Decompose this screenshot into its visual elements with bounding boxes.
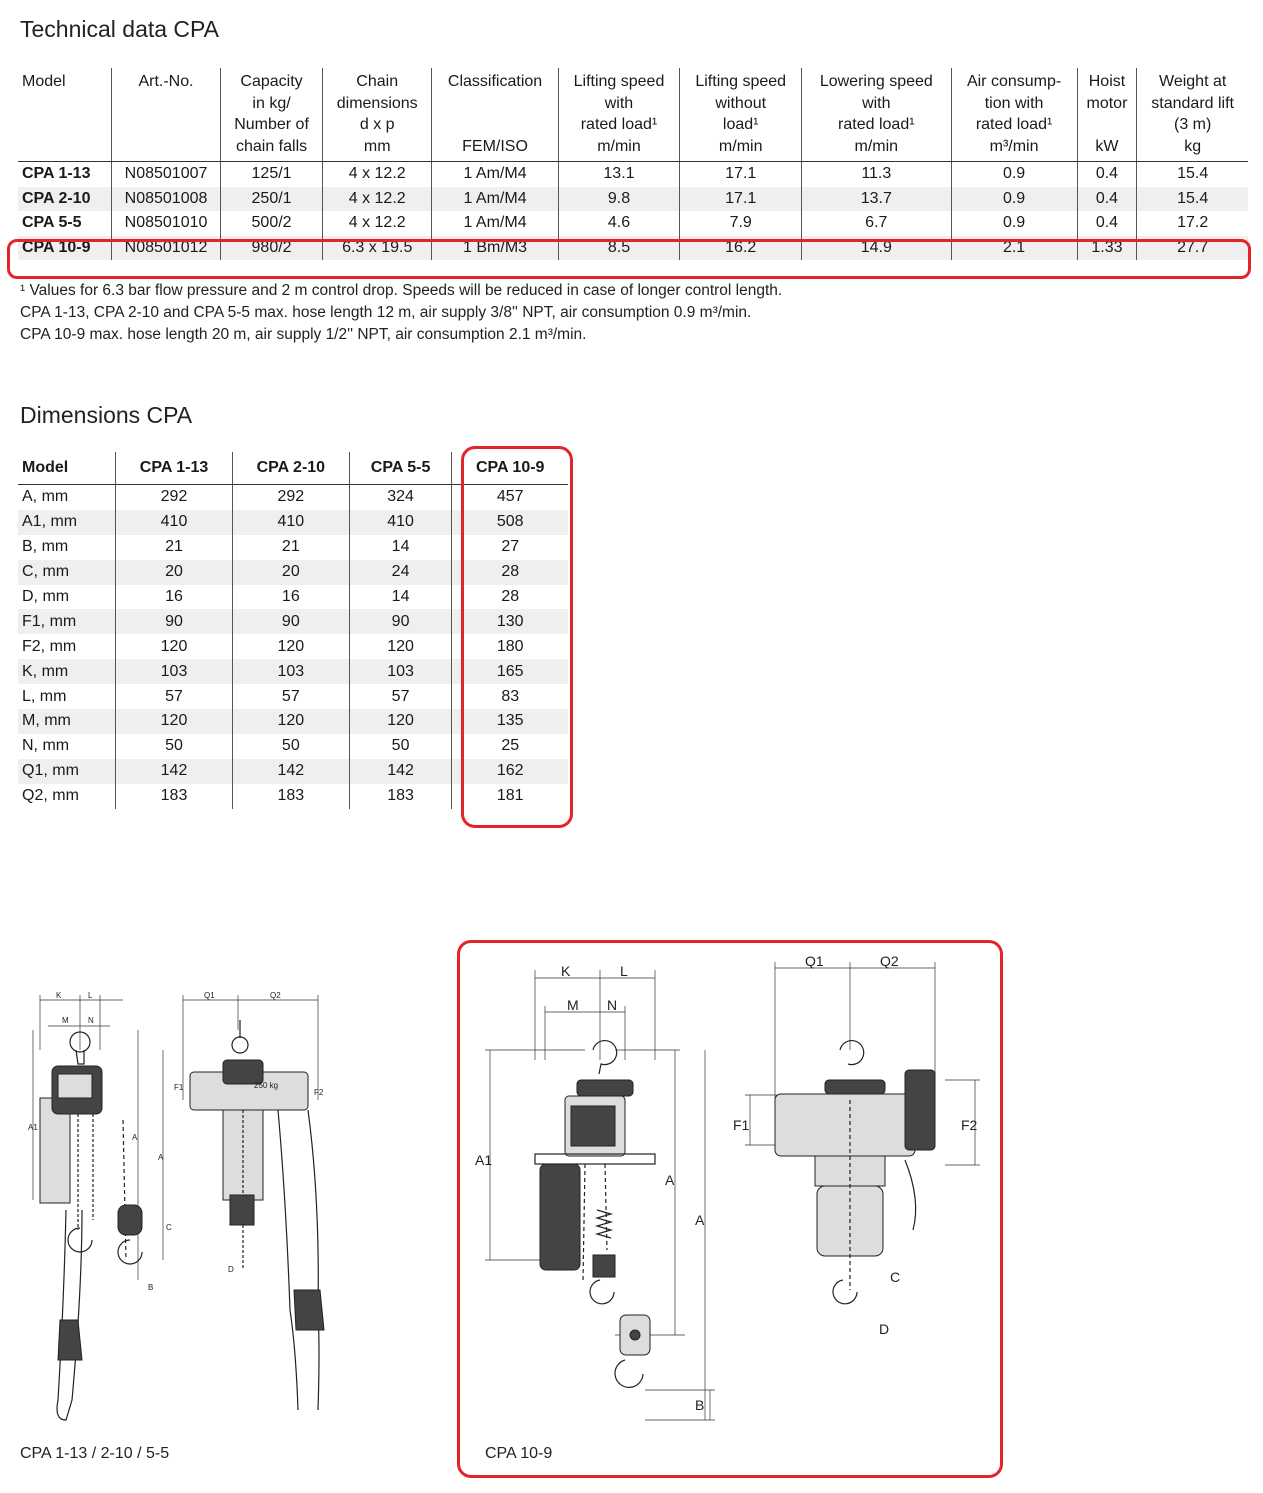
- label-B: B: [695, 1397, 705, 1413]
- tech-header-line: standard lift: [1151, 94, 1234, 112]
- table-cell: 120: [232, 709, 349, 734]
- table-cell: 0.4: [1077, 187, 1137, 212]
- technical-header-row: [18, 68, 1248, 162]
- table-cell: Q1, mm: [18, 759, 116, 784]
- table-cell: C, mm: [18, 560, 116, 585]
- tech-header-line: tion with: [984, 94, 1044, 112]
- label-C: C: [890, 1269, 901, 1285]
- tech-header-line: without: [715, 94, 767, 112]
- table-cell: 20: [116, 560, 233, 585]
- tech-header-line: d x p: [359, 116, 395, 133]
- table-cell: 103: [349, 659, 452, 684]
- table-cell: F1, mm: [18, 609, 116, 634]
- table-cell: 16.2: [680, 236, 802, 261]
- table-cell: 16: [232, 585, 349, 610]
- tech-header-line: Model: [22, 73, 66, 90]
- label-Q1: Q1: [805, 953, 824, 969]
- tech-header-line: Air consump-: [966, 73, 1062, 90]
- tech-header-col-4: [432, 68, 558, 162]
- tech-header-line: [1081, 114, 1134, 136]
- tech-header-line: kg: [1184, 137, 1202, 155]
- tech-header-line: Number of: [234, 116, 309, 133]
- table-cell: 508: [452, 510, 568, 535]
- table-cell: 6.7: [802, 211, 951, 236]
- table-cell: 15.4: [1137, 187, 1248, 212]
- dimensions-data-body: [18, 485, 568, 809]
- label-A1: A1: [475, 1152, 493, 1168]
- tech-header-line: Capacity: [240, 73, 303, 90]
- tech-header-col-0: [18, 68, 111, 162]
- tech-header-line: rated load¹: [838, 116, 915, 133]
- table-cell: 17.1: [680, 162, 802, 187]
- tech-header-line: with: [604, 94, 634, 112]
- table-cell: Q2, mm: [22, 787, 79, 805]
- table-cell: 21: [116, 535, 233, 560]
- dimensions-table: [18, 452, 568, 809]
- table-cell: 103: [232, 659, 349, 684]
- caption-small-models: CPA 1-13 / 2-10 / 5-5: [20, 1445, 170, 1462]
- tech-header-line: m/min: [854, 137, 899, 155]
- table-cell: 2.1: [951, 236, 1077, 261]
- table-cell: 50: [116, 734, 233, 759]
- tech-header-line: Hoist: [1088, 73, 1126, 90]
- tech-header-line: m³/min: [989, 137, 1039, 155]
- table-cell: 21: [232, 535, 349, 560]
- table-cell: 292: [116, 485, 233, 510]
- label-F1: F1: [733, 1117, 750, 1133]
- table-cell: 120: [349, 709, 452, 734]
- table-cell: A, mm: [22, 488, 69, 506]
- table-cell: 410: [232, 510, 349, 535]
- table-cell: 14: [349, 535, 452, 560]
- tech-header-line: Lifting speed: [695, 73, 787, 90]
- table-cell: N, mm: [22, 737, 70, 755]
- table-cell: 20: [232, 560, 349, 585]
- tech-header-col-9: [1077, 68, 1137, 162]
- table-cell: 181: [452, 784, 568, 809]
- table-cell: 28: [452, 560, 568, 585]
- table-cell: 6.3 x 19.5: [322, 236, 432, 261]
- label-D: D: [879, 1321, 890, 1337]
- tech-header-line: motor: [1086, 94, 1128, 112]
- table-row: [18, 609, 568, 634]
- label-small-A1: A1: [28, 1123, 38, 1132]
- table-cell: A1, mm: [18, 510, 116, 535]
- table-cell: N08501008: [111, 187, 220, 212]
- table-cell: 13.7: [802, 187, 951, 212]
- label-small-Q2: Q2: [270, 991, 281, 1000]
- table-cell: D, mm: [22, 588, 70, 605]
- table-cell: 324: [349, 485, 452, 510]
- tech-header-col-5: [558, 68, 680, 162]
- table-cell: 180: [452, 634, 568, 659]
- label-small-Q1: Q1: [204, 991, 215, 1000]
- label-M: M: [567, 997, 579, 1013]
- table-cell: 14.9: [802, 236, 951, 261]
- technical-data-body: [18, 162, 1248, 261]
- table-cell: CPA 5-5: [22, 214, 82, 232]
- table-row: [18, 485, 568, 510]
- label-Q2: Q2: [880, 953, 899, 969]
- table-cell: M, mm: [18, 709, 116, 734]
- large-front-view: [733, 953, 980, 1337]
- table-cell: L, mm: [22, 687, 67, 705]
- table-cell: F2, mm: [22, 637, 77, 655]
- tech-header-line: Chain: [356, 73, 399, 90]
- table-cell: 183: [116, 784, 233, 809]
- table-cell: 183: [349, 784, 452, 809]
- table-cell: 980/2: [221, 236, 323, 261]
- table-cell: 250/1: [221, 187, 323, 212]
- table-row: [18, 162, 1248, 187]
- table-row: [18, 236, 1248, 261]
- label-small-F2: F2: [314, 1088, 324, 1097]
- table-cell: 50: [232, 734, 349, 759]
- table-row: [18, 784, 568, 809]
- label-small-capacity: 250 kg: [254, 1081, 279, 1090]
- table-cell: 0.9: [951, 187, 1077, 212]
- tech-header-col-7: [802, 68, 951, 162]
- table-cell: 142: [116, 759, 233, 784]
- small-side-view: [28, 991, 172, 1420]
- table-cell: 50: [349, 734, 452, 759]
- tech-header-line: Lifting speed: [573, 73, 665, 90]
- table-row: [18, 709, 568, 734]
- table-cell: 135: [452, 709, 568, 734]
- table-cell: 162: [452, 759, 568, 784]
- label-small-M: M: [62, 1016, 69, 1025]
- table-row: [18, 734, 568, 759]
- label-small-A: A: [132, 1133, 138, 1142]
- dims-header-col-2: CPA 2-10: [232, 452, 349, 485]
- table-cell: 125/1: [221, 162, 323, 187]
- table-cell: 4 x 12.2: [322, 187, 432, 212]
- table-cell: 57: [232, 684, 349, 709]
- table-cell: 4 x 12.2: [322, 211, 432, 236]
- tech-header-col-6: [680, 68, 802, 162]
- tech-header-line: m/min: [718, 137, 763, 155]
- tech-header-col-1: [111, 68, 220, 162]
- tech-header-line: dimensions: [336, 94, 418, 112]
- table-cell: 1 Am/M4: [432, 162, 558, 187]
- tech-header-line: Lowering speed: [819, 73, 933, 90]
- table-cell: 1 Am/M4: [432, 187, 558, 212]
- table-cell: 28: [452, 585, 568, 610]
- label-A-2: A: [695, 1212, 705, 1228]
- table-cell: 0.4: [1077, 211, 1137, 236]
- table-cell: 17.2: [1137, 211, 1248, 236]
- table-row: [18, 560, 568, 585]
- caption-cpa-10-9: CPA 10-9: [485, 1445, 553, 1462]
- tech-header-line: [435, 93, 554, 115]
- label-small-L: L: [88, 991, 93, 1000]
- table-cell: 27.7: [1137, 236, 1248, 261]
- technical-data-title: Technical data CPA: [20, 16, 220, 42]
- tech-header-line: load¹: [722, 116, 759, 133]
- table-cell: 120: [232, 634, 349, 659]
- tech-header-line: in kg/: [252, 94, 291, 112]
- table-cell: 142: [232, 759, 349, 784]
- table-row: [18, 585, 568, 610]
- drawing-cpa-10-9: [465, 950, 985, 1430]
- table-cell: 1.33: [1077, 236, 1137, 261]
- table-cell: CPA 2-10: [18, 187, 111, 212]
- tech-header-col-8: [951, 68, 1077, 162]
- table-cell: 0.4: [1077, 162, 1137, 187]
- table-cell: 90: [349, 609, 452, 634]
- table-cell: 120: [116, 634, 233, 659]
- table-cell: 103: [116, 659, 233, 684]
- table-cell: 500/2: [221, 211, 323, 236]
- tech-header-line: (3 m): [1173, 116, 1212, 133]
- tech-header-line: m/min: [597, 137, 641, 155]
- table-cell: 11.3: [802, 162, 951, 187]
- table-cell: 27: [452, 535, 568, 560]
- table-cell: K, mm: [18, 659, 116, 684]
- table-cell: 90: [232, 609, 349, 634]
- footnote-3: CPA 10-9 max. hose length 20 m, air supply 1/2'' NPT, air consumption 2.1 m³/min.: [20, 326, 587, 343]
- small-front-view: [174, 991, 324, 1410]
- table-cell: N08501012: [111, 236, 220, 261]
- dims-header-col-0: Model: [18, 452, 116, 485]
- table-cell: 4.6: [558, 211, 680, 236]
- table-cell: 120: [116, 709, 233, 734]
- tech-header-line: chain falls: [235, 137, 308, 155]
- table-cell: N08501007: [111, 162, 220, 187]
- table-cell: 25: [452, 734, 568, 759]
- table-cell: 183: [232, 784, 349, 809]
- tech-header-col-2: [221, 68, 323, 162]
- table-cell: 17.1: [680, 187, 802, 212]
- technical-data-table: [18, 68, 1248, 260]
- dims-header-col-4: CPA 10-9: [452, 452, 568, 485]
- tech-header-line: Classification: [447, 73, 543, 90]
- footnote-2: CPA 1-13, CPA 2-10 and CPA 5-5 max. hose length 12 m, air supply 3/8'' NPT, air consumption 0.9 m³/min.: [20, 304, 752, 321]
- table-cell: 83: [452, 684, 568, 709]
- table-cell: 120: [349, 634, 452, 659]
- label-small-A-2: A: [158, 1153, 164, 1162]
- tech-header-line: mm: [363, 137, 391, 155]
- table-cell: 9.8: [558, 187, 680, 212]
- label-A: A: [665, 1172, 675, 1188]
- label-small-B: B: [148, 1283, 154, 1292]
- table-row: [18, 634, 568, 659]
- table-cell: 57: [116, 684, 233, 709]
- label-small-N: N: [88, 1016, 94, 1025]
- tech-header-line: with: [862, 94, 891, 112]
- table-row: [18, 535, 568, 560]
- table-cell: 292: [232, 485, 349, 510]
- label-small-D: D: [228, 1265, 234, 1274]
- tech-header-line: [435, 114, 554, 136]
- dims-header-col-3: CPA 5-5: [349, 452, 452, 485]
- table-cell: 24: [349, 560, 452, 585]
- tech-header-line: Art.-No.: [138, 73, 194, 90]
- table-cell: 142: [349, 759, 452, 784]
- table-cell: 0.9: [951, 211, 1077, 236]
- table-cell: 165: [452, 659, 568, 684]
- table-row: [18, 510, 568, 535]
- label-small-C: C: [166, 1223, 172, 1232]
- table-row: [18, 759, 568, 784]
- table-cell: 457: [452, 485, 568, 510]
- table-row: [18, 187, 1248, 212]
- table-cell: 410: [349, 510, 452, 535]
- tech-header-line: rated load¹: [975, 116, 1053, 133]
- table-cell: 130: [452, 609, 568, 634]
- large-side-view: [475, 963, 715, 1420]
- drawing-cpa-small: [18, 990, 348, 1430]
- footnote-1: ¹ Values for 6.3 bar flow pressure and 2 m control drop. Speeds will be reduced in case of longer control length.: [20, 282, 783, 299]
- dimensions-title: Dimensions CPA: [20, 402, 193, 428]
- label-L: L: [620, 963, 628, 979]
- tech-header-line: rated load¹: [580, 116, 658, 133]
- table-row: [18, 211, 1248, 236]
- table-row: [18, 659, 568, 684]
- label-N: N: [607, 997, 618, 1013]
- label-small-K: K: [56, 991, 62, 1000]
- table-cell: 57: [349, 684, 452, 709]
- table-cell: 4 x 12.2: [322, 162, 432, 187]
- table-cell: CPA 1-13: [22, 165, 91, 183]
- dimensions-header-row: [18, 452, 568, 485]
- table-cell: 14: [349, 585, 452, 610]
- tech-header-line: Weight at: [1159, 73, 1227, 90]
- label-F2: F2: [961, 1117, 978, 1133]
- tech-header-line: kW: [1095, 137, 1119, 155]
- dims-header-col-1: CPA 1-13: [116, 452, 233, 485]
- table-cell: 0.9: [951, 162, 1077, 187]
- label-small-F1: F1: [174, 1083, 184, 1092]
- table-cell: 8.5: [558, 236, 680, 261]
- table-cell: N08501010: [111, 211, 220, 236]
- table-cell: 410: [116, 510, 233, 535]
- footnotes: [20, 280, 782, 346]
- table-cell: 7.9: [680, 211, 802, 236]
- table-cell: 1 Am/M4: [432, 211, 558, 236]
- table-cell: 13.1: [558, 162, 680, 187]
- tech-header-col-3: [322, 68, 432, 162]
- table-cell: CPA 10-9: [18, 236, 111, 261]
- table-cell: B, mm: [22, 538, 69, 556]
- table-cell: 1 Bm/M3: [432, 236, 558, 261]
- tech-header-col-10: [1137, 68, 1248, 162]
- tech-header-line: FEM/ISO: [462, 137, 528, 155]
- table-cell: 16: [116, 585, 233, 610]
- table-cell: 15.4: [1137, 162, 1248, 187]
- label-K: K: [561, 963, 571, 979]
- table-cell: 90: [116, 609, 233, 634]
- table-row: [18, 684, 568, 709]
